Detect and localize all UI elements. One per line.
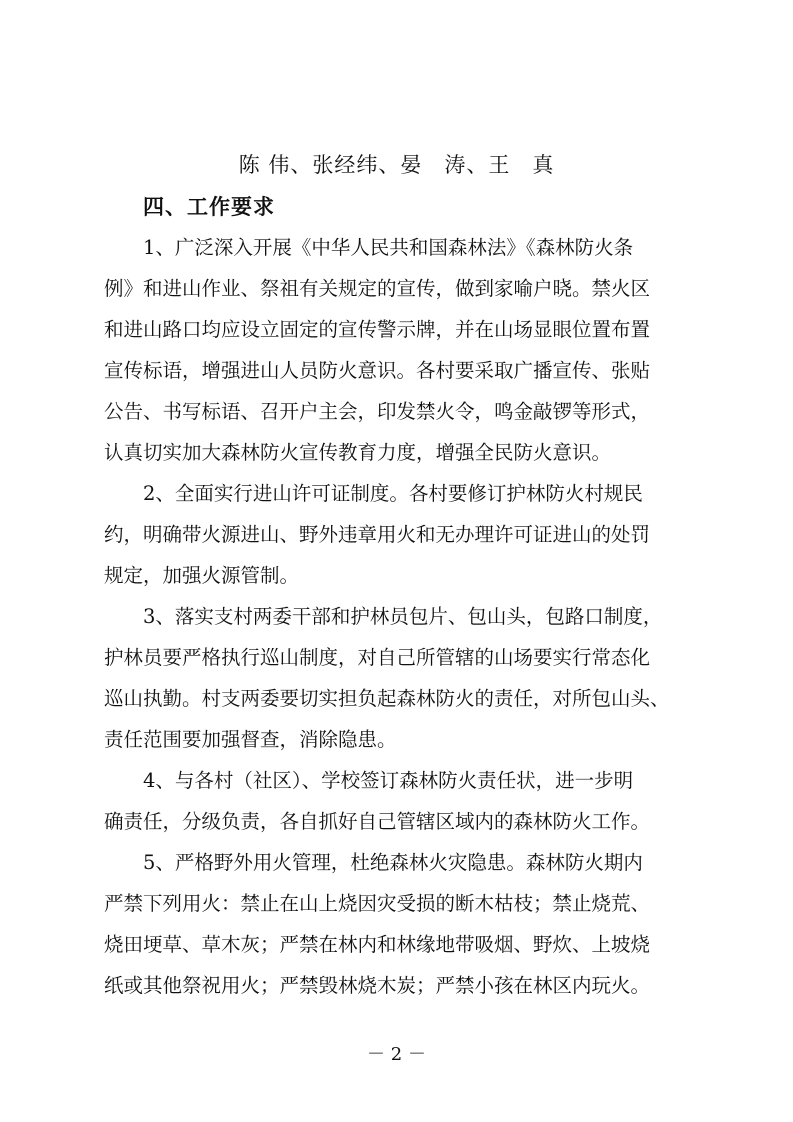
paragraph-line: 约，明确带火源进山、野外违章用火和无办理许可证进山的处罚: [104, 523, 651, 546]
paragraph-line: 护林员要严格执行巡山制度，对自己所管辖的山场要实行常态化: [104, 646, 651, 669]
paragraph-line: 认真切实加大森林防火宣传教育力度，增强全民防火意识。: [104, 441, 612, 464]
paragraph-line: 3、落实支村两委干部和护林员包片、包山头，包路口制度，: [143, 605, 663, 628]
paragraph-line: 1、广泛深入开展《中华人民共和国森林法》《森林防火条: [143, 236, 634, 259]
paragraph-line: 烧田埂草、草木灰；严禁在林内和林缘地带吸烟、野炊、上坡烧: [104, 933, 651, 956]
paragraph-line: 规定，加强火源管制。: [104, 564, 300, 587]
paragraph-line: 宣传标语，增强进山人员防火意识。各村要采取广播宣传、张贴: [104, 359, 651, 382]
paragraph-line: 例》和进山作业、祭祖有关规定的宣传，做到家喻户晓。禁火区: [104, 277, 651, 300]
paragraph-line: 公告、书写标语、召开户主会，印发禁火令，鸣金敲锣等形式，: [104, 400, 651, 423]
paragraph-line: 纸或其他祭祝用火；严禁毁林烧木炭；严禁小孩在林区内玩火。: [104, 974, 651, 997]
paragraph-line: 2、全面实行进山许可证制度。各村要修订护林防火村规民: [143, 482, 643, 505]
paragraph-line: 巡山执勤。村支两委要切实担负起森林防火的责任，对所包山头、: [104, 687, 670, 710]
personnel-names: 陈 伟、张经纬、晏 涛、王 真: [238, 153, 555, 177]
section-heading: 四、工作要求: [143, 195, 275, 219]
paragraph-line: 4、与各村（社区）、学校签订森林防火责任状，进一步明: [143, 769, 634, 792]
page-number: － 2 －: [367, 1044, 426, 1065]
paragraph-line: 确责任，分级负责，各自抓好自己管辖区域内的森林防火工作。: [104, 810, 651, 833]
paragraph-line: 严禁下列用火：禁止在山上烧因灾受损的断木枯枝；禁止烧荒、: [104, 892, 651, 915]
paragraph-line: 5、严格野外用火管理，杜绝森林火灾隐患。森林防火期内: [143, 851, 643, 874]
paragraph-line: 和进山路口均应设立固定的宣传警示牌，并在山场显眼位置布置: [104, 318, 651, 341]
paragraph-line: 责任范围要加强督查，消除隐患。: [104, 728, 397, 751]
